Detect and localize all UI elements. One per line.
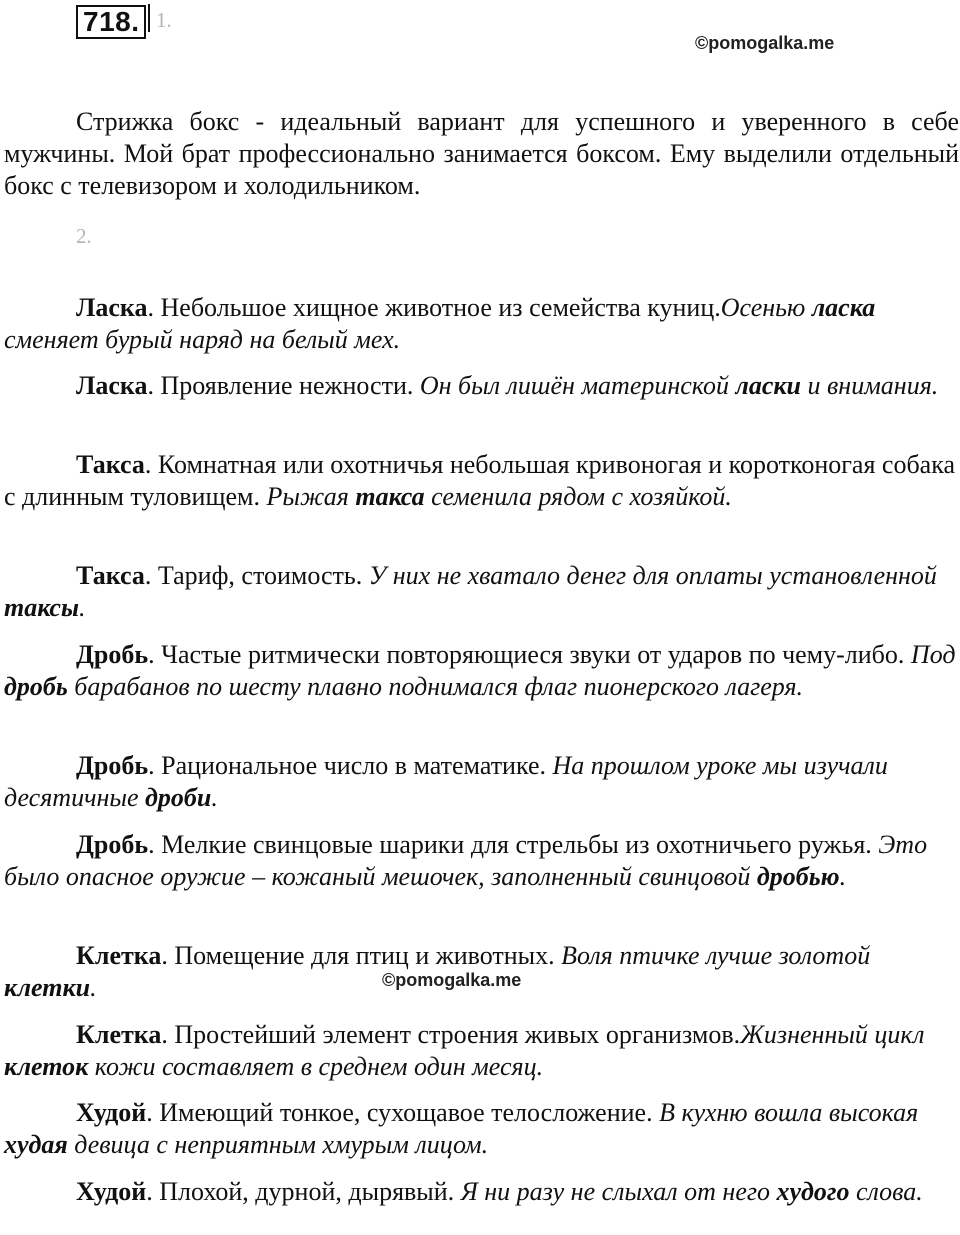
- entry-headword: Клетка: [76, 1020, 162, 1049]
- entry-definition: Небольшое хищное животное из семейства куниц.: [160, 293, 721, 322]
- entry-kletka-1: Клетка. Помещение для птиц и животных. Воля птичке лучше золотой клетки.: [4, 941, 871, 1002]
- entry-definition: Проявление нежности.: [160, 371, 420, 400]
- entry-headword: Дробь: [76, 830, 149, 859]
- entry-khudoy-2: Худой. Плохой, дурной, дырявый. Я ни разу не слыхал от него худого слова.: [76, 1177, 923, 1206]
- entry-definition: Комнатная или охотничья небольшая кривоногая и коротконогая собака с длинным туловищем.: [4, 450, 955, 511]
- intro-paragraph: Стрижка бокс - идеальный вариант для успешного и уверенного в себе мужчины. Мой брат профессионально занимается боксом. Ему выделили отдельный бокс с телевизором и холодильником.: [4, 107, 959, 200]
- entry-khudoy-1: Худой. Имеющий тонкое, сухощавое телосложение. В кухню вошла высокая худая девица с неприятным хмурым лицом.: [4, 1098, 919, 1159]
- entry-headword: Клетка: [76, 941, 162, 970]
- entry-laska-2: Ласка. Проявление нежности. Он был лишён материнской ласки и внимания.: [76, 371, 939, 400]
- watermark-top: ©pomogalka.me: [695, 33, 835, 53]
- entry-headword: Такса: [76, 450, 145, 479]
- entry-headword: Худой: [76, 1098, 147, 1127]
- entry-headword: Худой: [76, 1177, 147, 1206]
- entry-laska-1: Ласка. Небольшое хищное животное из семейства куниц.Осенью ласка сменяет бурый наряд на белый мех.: [4, 293, 876, 354]
- subtask-2-label: 2.: [76, 224, 92, 248]
- entry-definition: Тариф, стоимость.: [157, 561, 369, 590]
- entry-drob-2: Дробь. Рациональное число в математике. На прошлом уроке мы изучали десятичные дроби.: [4, 751, 888, 812]
- entry-definition: Частые ритмически повторяющиеся звуки от ударов по чему-либо.: [161, 640, 911, 669]
- task-number: 718.: [76, 5, 146, 39]
- watermark-middle: ©pomogalka.me: [382, 970, 522, 990]
- entry-headword: Ласка: [76, 371, 148, 400]
- entry-drob-3: Дробь. Мелкие свинцовые шарики для стрельбы из охотничьего ружья. Это было опасное оружие – кожаный мешочек, заполненный свинцовой дробью.: [4, 830, 928, 891]
- entry-kletka-2: Клетка. Простейший элемент строения живых организмов.Жизненный цикл клеток кожи составляет в среднем один месяц.: [4, 1020, 925, 1081]
- entry-headword: Дробь: [76, 751, 149, 780]
- entry-taksa-1: Такса. Комнатная или охотничья небольшая кривоногая и коротконогая собака с длинным туловищем. Рыжая такса семенила рядом с хозяйкой.: [4, 450, 955, 511]
- entry-definition: Рациональное число в математике.: [161, 751, 553, 780]
- entry-definition: Плохой, дурной, дырявый.: [159, 1177, 461, 1206]
- entry-taksa-2: Такса. Тариф, стоимость. У них не хватало денег для оплаты установленной таксы.: [4, 561, 937, 622]
- entry-definition: Помещение для птиц и животных.: [174, 941, 562, 970]
- entry-definition: Простейший элемент строения живых организмов.: [174, 1020, 741, 1049]
- entry-headword: Такса: [76, 561, 145, 590]
- subtask-1-label: 1.: [156, 8, 172, 32]
- entry-definition: Имеющий тонкое, сухощавое телосложение.: [159, 1098, 660, 1127]
- entry-headword: Дробь: [76, 640, 149, 669]
- entry-definition: Мелкие свинцовые шарики для стрельбы из охотничьего ружья.: [161, 830, 879, 859]
- entry-drob-1: Дробь. Частые ритмически повторяющиеся звуки от ударов по чему-либо. Под дробь барабанов по шесту плавно поднимался флаг пионерского лагеря.: [4, 640, 956, 701]
- entry-headword: Ласка: [76, 293, 148, 322]
- task-number-divider: [148, 4, 150, 32]
